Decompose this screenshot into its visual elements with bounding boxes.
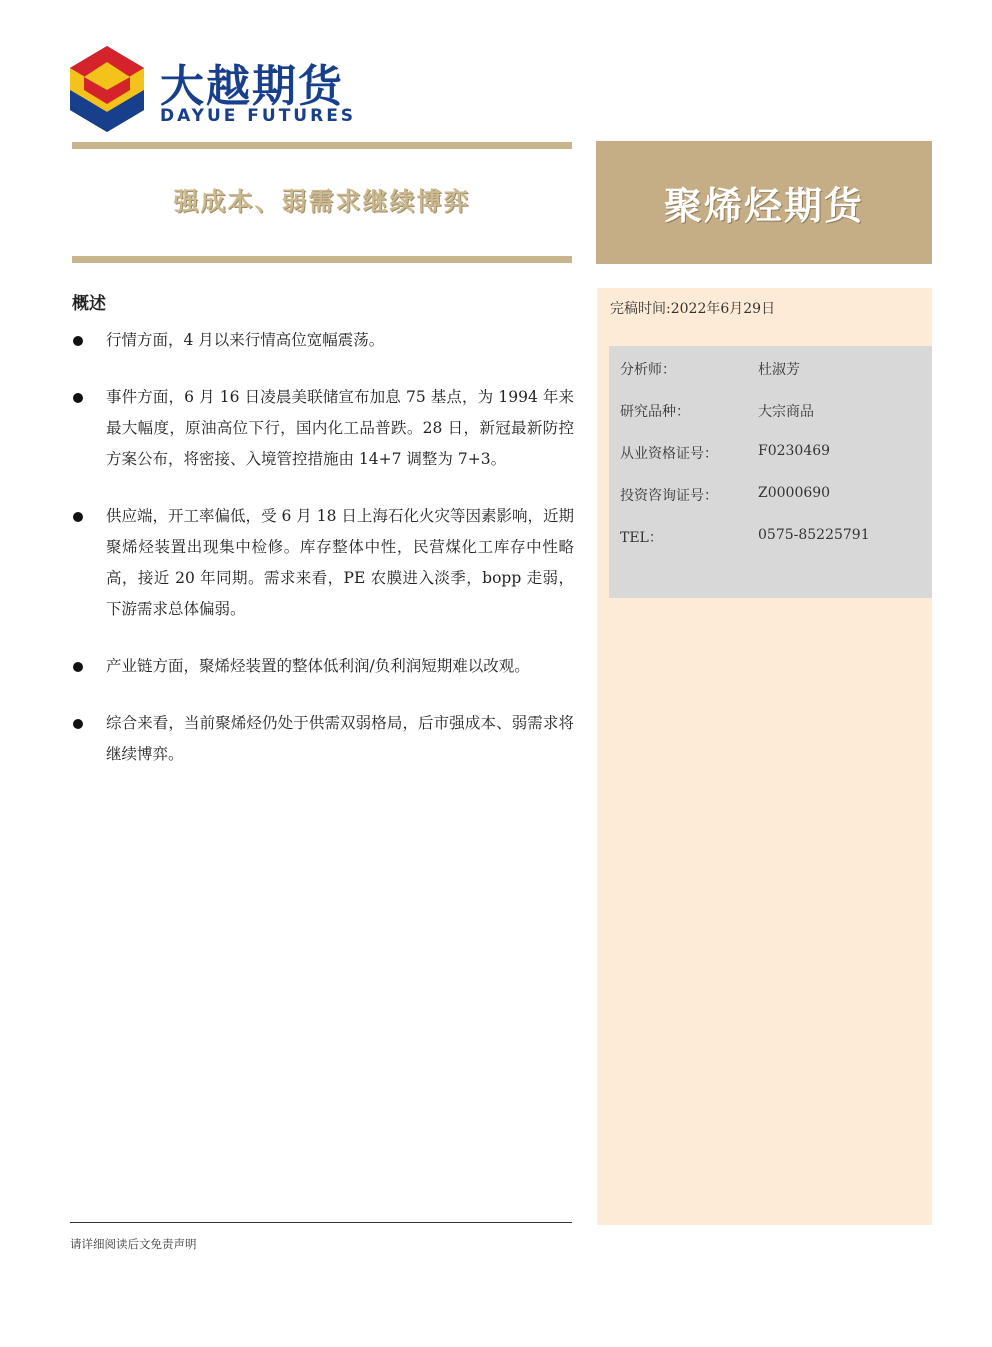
disclaimer-note: 请详细阅读后文免责声明 <box>70 1237 197 1251</box>
bullet-text: 事件方面，6 月 16 日凌晨美联储宣布加息 75 基点，为 1994 年来最大幅度，原油高位下行，国内化工品普跌。28 日，新冠最新防控方案公布，将密接、入境管控措施由 14+7 调整为 7+3。 <box>106 388 574 468</box>
info-key: 研究品种： <box>620 404 690 420</box>
logo-mark-icon <box>68 44 146 136</box>
analyst-info-box <box>609 346 932 598</box>
summary-list <box>72 325 574 770</box>
bullet-text: 行情方面，4 月以来行情高位宽幅震荡。 <box>106 331 385 349</box>
summary-heading: 概述 <box>72 294 106 314</box>
info-key: TEL： <box>620 530 663 546</box>
category-banner <box>596 141 932 264</box>
title-bottom-rule <box>72 256 572 263</box>
list-item <box>72 501 574 625</box>
list-item <box>72 325 574 356</box>
list-item <box>72 651 574 682</box>
company-logo <box>68 44 368 136</box>
info-value: 大宗商品 <box>758 404 814 420</box>
logo-name-en: DAYUE FUTURES <box>160 106 357 126</box>
bullet-icon <box>73 336 83 346</box>
bullet-icon <box>73 512 83 522</box>
bullet-text: 产业链方面，聚烯烃装置的整体低利润/负利润短期难以改观。 <box>106 657 530 675</box>
completion-date: 完稿时间:2022年6月29日 <box>610 301 776 317</box>
logo-name-cn: 大越期货 <box>160 61 344 112</box>
info-key: 从业资格证号： <box>620 446 718 462</box>
bullet-text: 综合来看，当前聚烯烃仍处于供需双弱格局，后市强成本、弱需求将继续博弈。 <box>106 714 574 763</box>
info-value: Z0000690 <box>758 485 831 501</box>
info-value: 杜淑芳 <box>758 362 800 378</box>
bullet-text: 供应端，开工率偏低，受 6 月 18 日上海石化火灾等因素影响，近期聚烯烃装置出现集中检修。库存整体中性，民营煤化工库存中性略高，接近 20 年同期。需求来看，PE 农膜进入淡季，bopp 走弱，下游需求总体偏弱。 <box>106 507 574 618</box>
info-value: F0230469 <box>758 443 831 459</box>
bullet-icon <box>73 719 83 729</box>
category-title: 聚烯烃期货 <box>663 184 864 228</box>
info-value: 0575-85225791 <box>758 527 870 543</box>
footer-divider <box>70 1222 572 1223</box>
list-item <box>72 708 574 770</box>
bullet-icon <box>73 662 83 672</box>
title-top-rule <box>72 142 572 149</box>
bullet-icon <box>73 393 83 403</box>
info-key: 分析师： <box>620 362 676 378</box>
report-title: 强成本、弱需求继续博弈 <box>173 187 471 216</box>
list-item <box>72 382 574 475</box>
info-key: 投资咨询证号： <box>620 488 718 504</box>
